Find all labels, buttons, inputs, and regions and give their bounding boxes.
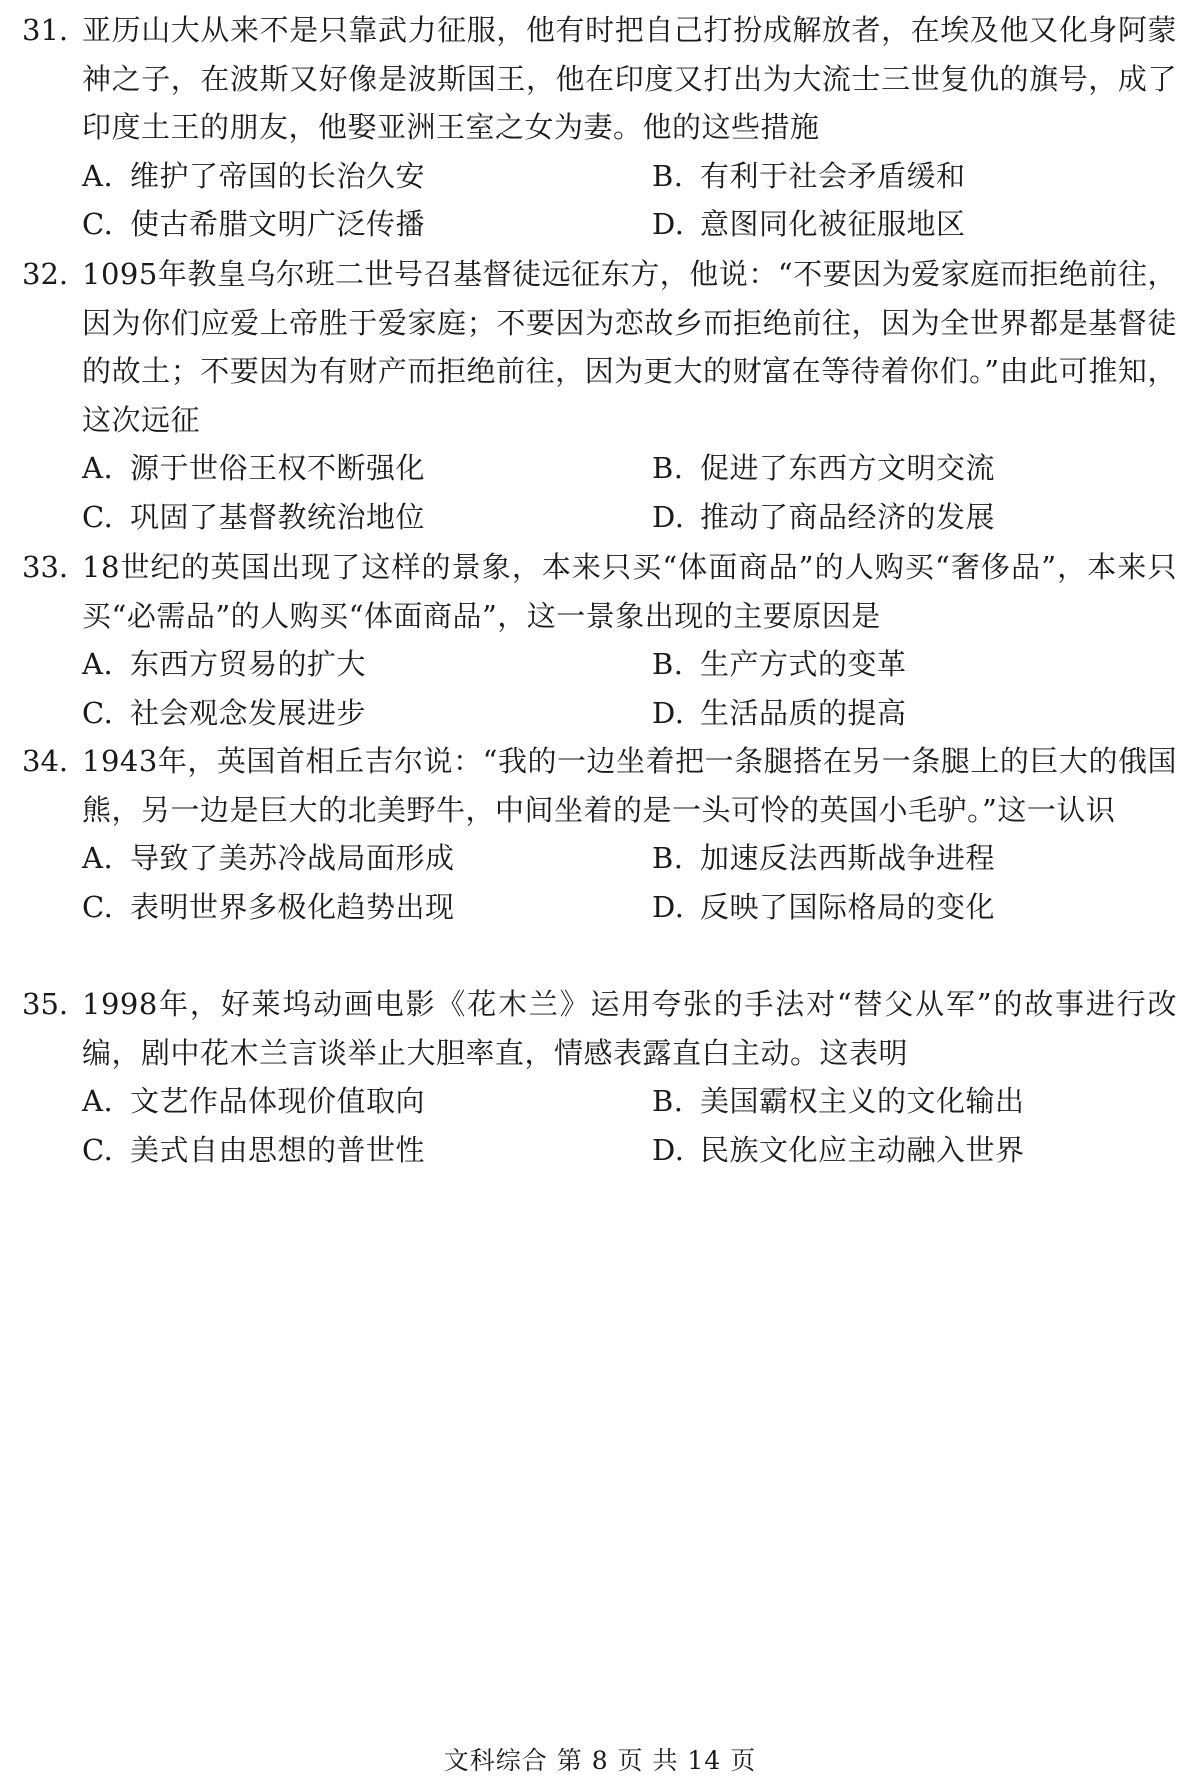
option-text: 维护了帝国的长治久安 [130, 158, 426, 193]
option-label: C. [82, 1132, 114, 1167]
option-text: 表明世界多极化趋势出现 [130, 889, 455, 924]
option-text: 美式自由思想的普世性 [130, 1132, 426, 1167]
option-a[interactable] [82, 152, 652, 201]
option-text: 反映了国际格局的变化 [700, 889, 996, 924]
question-32 [22, 250, 1177, 541]
option-label: D. [652, 695, 685, 730]
option-label: A. [82, 1084, 114, 1118]
option-c[interactable] [82, 883, 652, 932]
option-text: 有利于社会矛盾缓和 [700, 158, 966, 193]
option-text: 民族文化应主动融入世界 [700, 1132, 1025, 1167]
option-text: 源于世俗王权不断强化 [130, 451, 426, 485]
option-text: 社会观念发展进步 [130, 695, 367, 730]
options-grid [82, 152, 1177, 249]
question-number: 33. [22, 550, 69, 584]
option-c[interactable] [82, 200, 652, 249]
question-stem: 亚历山大从来不是只靠武力征服，他有时把自己打扮成解放者，在埃及他又化身阿蒙神之子，在波斯又好像是波斯国王，他在印度又打出为大流士三世复仇的旗号，成了印度土王的朋友，他娶亚洲王室之女为妻。他的这些措施 [82, 13, 1177, 144]
option-b[interactable] [652, 1077, 1172, 1126]
option-d[interactable] [652, 200, 1172, 249]
option-label: B. [652, 451, 684, 485]
option-label: D. [652, 207, 685, 241]
option-text: 推动了商品经济的发展 [700, 499, 996, 534]
option-a[interactable] [82, 640, 652, 689]
option-label: B. [652, 647, 684, 681]
option-label: D. [652, 1132, 685, 1167]
option-label: C. [82, 207, 114, 241]
option-c[interactable] [82, 493, 652, 542]
option-d[interactable] [652, 883, 1172, 932]
option-text: 文艺作品体现价值取向 [130, 1084, 426, 1118]
option-d[interactable] [652, 689, 1172, 738]
option-c[interactable] [82, 1126, 652, 1175]
question-stem: 1943年，英国首相丘吉尔说：“我的一边坐着把一条腿搭在另一条腿上的巨大的俄国熊，另一边是巨大的北美野牛，中间坐着的是一头可怜的英国小毛驴。”这一认识 [82, 744, 1177, 827]
option-b[interactable] [652, 640, 1172, 689]
option-text: 导致了美苏冷战局面形成 [130, 841, 455, 875]
question-stem: 1095年教皇乌尔班二世号召基督徒远征东方，他说：“不要因为爱家庭而拒绝前往，因为你们应爱上帝胜于爱家庭；不要因为恋故乡而拒绝前往，因为全世界都是基督徒的故土；不要因为有财产而拒绝前往，因为更大的财富在等待着你们。”由此可推知，这次远征 [82, 257, 1177, 437]
option-label: B. [652, 158, 684, 193]
option-text: 使古希腊文明广泛传播 [130, 207, 426, 241]
question-stem: 18世纪的英国出现了这样的景象，本来只买“体面商品”的人购买“奢侈品”，本来只买“必需品”的人购买“体面商品”，这一景象出现的主要原因是 [82, 550, 1177, 633]
option-text: 意图同化被征服地区 [700, 207, 966, 241]
option-text: 促进了东西方文明交流 [700, 451, 996, 485]
option-a[interactable] [82, 444, 652, 493]
option-label: B. [652, 841, 684, 875]
option-a[interactable] [82, 834, 652, 883]
option-text: 美国霸权主义的文化输出 [700, 1084, 1025, 1118]
options-grid [82, 834, 1177, 931]
question-number: 35. [22, 987, 69, 1021]
option-label: C. [82, 889, 114, 924]
option-d[interactable] [652, 493, 1172, 542]
option-a[interactable] [82, 1077, 652, 1126]
option-label: A. [82, 451, 114, 485]
question-stem: 1998年，好莱坞动画电影《花木兰》运用夸张的手法对“替父从军”的故事进行改编，剧中花木兰言谈举止大胆率直，情感表露直白主动。这表明 [82, 987, 1177, 1070]
question-35 [22, 980, 1177, 1174]
option-text: 巩固了基督教统治地位 [130, 499, 426, 534]
option-d[interactable] [652, 1126, 1172, 1175]
option-label: D. [652, 889, 685, 924]
question-33 [22, 543, 1177, 737]
option-text: 生活品质的提高 [700, 695, 907, 730]
option-text: 生产方式的变革 [700, 647, 907, 681]
option-label: A. [82, 158, 114, 193]
option-label: C. [82, 695, 114, 730]
option-b[interactable] [652, 444, 1172, 493]
options-grid [82, 444, 1177, 541]
question-number: 32. [22, 257, 69, 291]
option-label: B. [652, 1084, 684, 1118]
option-label: D. [652, 499, 685, 534]
options-grid [82, 640, 1177, 737]
option-b[interactable] [652, 152, 1172, 201]
option-label: C. [82, 499, 114, 534]
options-grid [82, 1077, 1177, 1174]
option-label: A. [82, 841, 114, 875]
question-31 [22, 6, 1177, 249]
option-text: 加速反法西斯战争进程 [700, 841, 996, 875]
question-34 [22, 737, 1177, 931]
question-number: 34. [22, 744, 69, 778]
option-c[interactable] [82, 689, 652, 738]
option-b[interactable] [652, 834, 1172, 883]
page-footer: 文科综合 第 8 页 共 14 页 [443, 1746, 757, 1775]
option-text: 东西方贸易的扩大 [130, 647, 367, 681]
option-label: A. [82, 647, 114, 681]
question-number: 31. [22, 13, 69, 47]
